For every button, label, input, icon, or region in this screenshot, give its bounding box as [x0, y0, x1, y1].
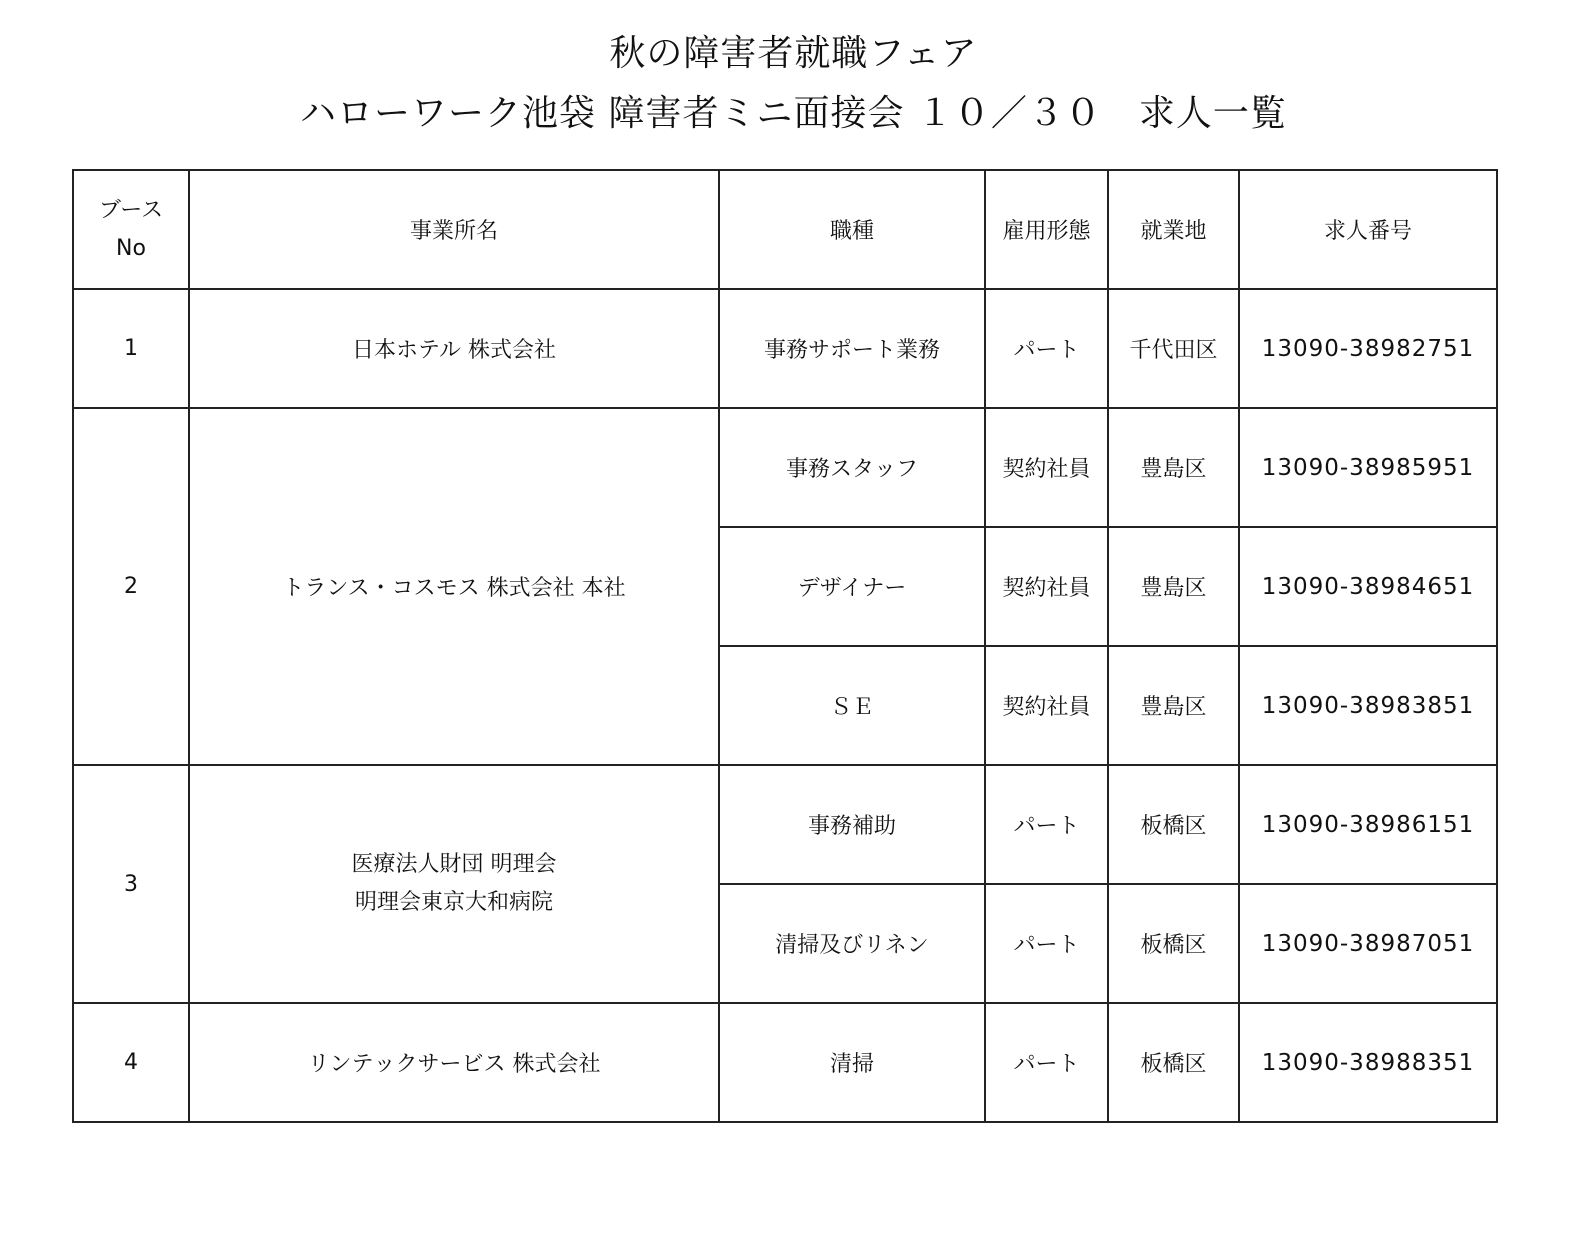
employment-type: パート — [985, 884, 1108, 1003]
column-header-job-type: 職種 — [719, 170, 985, 289]
job-number: 13090-38986151 — [1239, 765, 1497, 884]
booth-header-line2: No — [116, 235, 146, 261]
table-row — [73, 765, 1497, 884]
work-location: 板橋区 — [1108, 765, 1239, 884]
employment-type: パート — [985, 765, 1108, 884]
work-location: 豊島区 — [1108, 408, 1239, 527]
employment-type: 契約社員 — [985, 408, 1108, 527]
job-number: 13090-38982751 — [1239, 289, 1497, 408]
employment-type: パート — [985, 289, 1108, 408]
booth-number: 2 — [73, 408, 189, 765]
work-location: 板橋区 — [1108, 1003, 1239, 1122]
job-type: 事務スタッフ — [719, 408, 985, 527]
column-header-company: 事業所名 — [189, 170, 719, 289]
company-name: 日本ホテル 株式会社 — [189, 289, 719, 408]
work-location: 板橋区 — [1108, 884, 1239, 1003]
company-name: トランス・コスモス 株式会社 本社 — [189, 408, 719, 765]
column-header-location: 就業地 — [1108, 170, 1239, 289]
company-name-line1: 医療法人財団 明理会 — [351, 852, 557, 877]
job-type: 清掃及びリネン — [719, 884, 985, 1003]
page-subtitle: ハローワーク池袋 障害者ミニ面接会 １０／３０ 求人一覧 — [300, 93, 1287, 134]
company-name — [189, 765, 719, 1003]
employment-type: 契約社員 — [985, 527, 1108, 646]
table-row — [73, 1003, 1497, 1122]
company-name-line2: 明理会東京大和病院 — [354, 890, 553, 915]
employment-type: 契約社員 — [985, 646, 1108, 765]
booth-header-line1: ブース — [98, 197, 164, 223]
work-location: 豊島区 — [1108, 527, 1239, 646]
job-listing-table — [72, 169, 1498, 1123]
column-header-job-number: 求人番号 — [1239, 170, 1497, 289]
table-row — [73, 408, 1497, 527]
table-row — [73, 289, 1497, 408]
job-type: 事務サポート業務 — [719, 289, 985, 408]
booth-number: 1 — [73, 289, 189, 408]
job-type: 事務補助 — [719, 765, 985, 884]
job-number: 13090-38983851 — [1239, 646, 1497, 765]
job-type: デザイナー — [719, 527, 985, 646]
booth-number: 3 — [73, 765, 189, 1003]
company-name: リンテックサービス 株式会社 — [189, 1003, 719, 1122]
job-type: 清掃 — [719, 1003, 985, 1122]
job-number: 13090-38987051 — [1239, 884, 1497, 1003]
table-header-row — [73, 170, 1497, 289]
work-location: 豊島区 — [1108, 646, 1239, 765]
work-location: 千代田区 — [1108, 289, 1239, 408]
job-number: 13090-38988351 — [1239, 1003, 1497, 1122]
employment-type: パート — [985, 1003, 1108, 1122]
column-header-booth-no — [73, 170, 189, 289]
job-type: ＳＥ — [719, 646, 985, 765]
booth-number: 4 — [73, 1003, 189, 1122]
page-title: 秋の障害者就職フェア — [609, 33, 978, 74]
job-number: 13090-38985951 — [1239, 408, 1497, 527]
job-number: 13090-38984651 — [1239, 527, 1497, 646]
column-header-employment: 雇用形態 — [985, 170, 1108, 289]
